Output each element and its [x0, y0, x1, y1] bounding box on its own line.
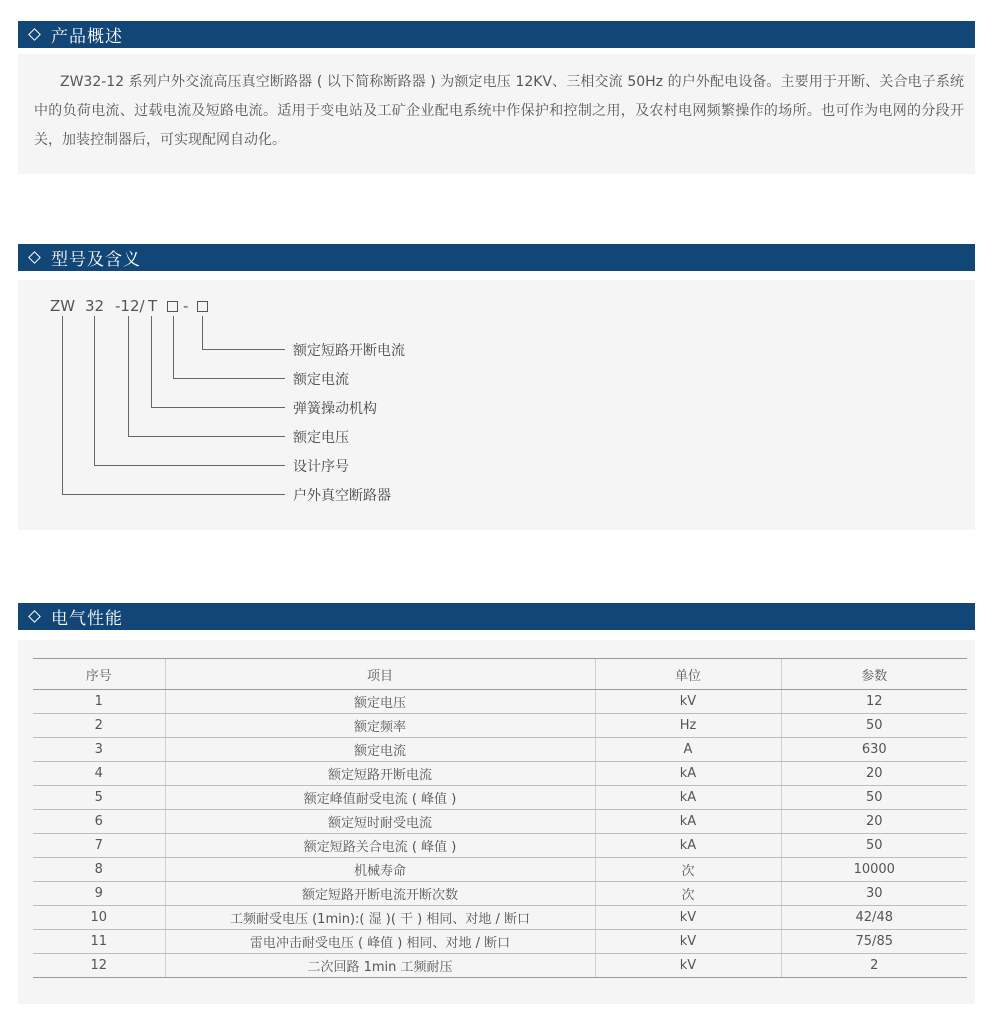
cell-value: 20	[781, 762, 967, 786]
cell-index: 6	[33, 810, 165, 834]
cell-unit: kV	[595, 954, 781, 978]
bracket-line	[128, 436, 285, 437]
model-code-box-current	[167, 301, 178, 312]
model-code-zw: ZW	[50, 297, 76, 315]
bracket-line	[173, 378, 285, 379]
cell-value: 630	[781, 738, 967, 762]
cell-value: 50	[781, 714, 967, 738]
overview-panel	[18, 54, 975, 174]
bracket-line	[62, 316, 63, 495]
performance-section-header	[18, 603, 975, 630]
cell-unit: kV	[595, 906, 781, 930]
bracket-line	[128, 316, 129, 437]
diamond-icon	[28, 610, 41, 623]
table-header-row	[33, 659, 967, 690]
table-row	[33, 906, 967, 930]
bracket-line	[94, 316, 95, 466]
meaning-design-serial: 设计序号	[293, 459, 349, 475]
table-row	[33, 954, 967, 978]
overview-heading: 产品概述	[51, 27, 123, 47]
meaning-rated-current: 额定电流	[293, 372, 349, 388]
cell-index: 11	[33, 930, 165, 954]
bracket-line	[62, 494, 285, 495]
table-row	[33, 762, 967, 786]
cell-item: 额定短路开断电流	[165, 762, 595, 786]
cell-unit: kA	[595, 810, 781, 834]
bracket-line	[151, 316, 152, 408]
cell-unit: kA	[595, 786, 781, 810]
diamond-icon	[28, 28, 41, 41]
column-header: 参数	[781, 659, 967, 690]
table-row	[33, 882, 967, 906]
cell-index: 3	[33, 738, 165, 762]
cell-item: 额定短路关合电流 ( 峰值 )	[165, 834, 595, 858]
model-heading: 型号及含义	[51, 250, 141, 270]
cell-unit: kA	[595, 762, 781, 786]
cell-item: 雷电冲击耐受电压 ( 峰值 ) 相同、对地 / 断口	[165, 930, 595, 954]
cell-unit: Hz	[595, 714, 781, 738]
table-row	[33, 690, 967, 714]
table-row	[33, 810, 967, 834]
cell-item: 额定电流	[165, 738, 595, 762]
meaning-rated-voltage: 额定电压	[293, 430, 349, 446]
cell-value: 50	[781, 834, 967, 858]
model-code-box-breaking	[197, 301, 208, 312]
cell-unit: kV	[595, 690, 781, 714]
model-section-header	[18, 244, 975, 271]
cell-unit: A	[595, 738, 781, 762]
bracket-line	[151, 407, 285, 408]
cell-value: 20	[781, 810, 967, 834]
cell-item: 工频耐受电压 (1min):( 湿 )( 干 ) 相同、对地 / 断口	[165, 906, 595, 930]
table-row	[33, 786, 967, 810]
diamond-icon	[28, 251, 41, 264]
table-row	[33, 714, 967, 738]
cell-value: 75/85	[781, 930, 967, 954]
cell-item: 额定短时耐受电流	[165, 810, 595, 834]
performance-heading: 电气性能	[51, 609, 123, 629]
cell-value: 42/48	[781, 906, 967, 930]
cell-index: 2	[33, 714, 165, 738]
model-code-voltage: -12/	[115, 297, 145, 315]
cell-value: 50	[781, 786, 967, 810]
cell-unit: kV	[595, 930, 781, 954]
model-panel	[18, 280, 975, 530]
cell-unit: 次	[595, 882, 781, 906]
model-code-dash: -	[183, 297, 189, 315]
performance-table	[33, 658, 967, 978]
model-code-mechanism: T	[148, 297, 158, 315]
cell-item: 机械寿命	[165, 858, 595, 882]
cell-item: 额定电压	[165, 690, 595, 714]
cell-index: 8	[33, 858, 165, 882]
cell-item: 额定短路开断电流开断次数	[165, 882, 595, 906]
overview-section-header	[18, 21, 975, 48]
cell-index: 5	[33, 786, 165, 810]
bracket-line	[202, 316, 203, 350]
cell-value: 30	[781, 882, 967, 906]
cell-index: 10	[33, 906, 165, 930]
cell-item: 额定频率	[165, 714, 595, 738]
cell-item: 额定峰值耐受电流 ( 峰值 )	[165, 786, 595, 810]
cell-value: 2	[781, 954, 967, 978]
cell-index: 7	[33, 834, 165, 858]
column-header: 项目	[165, 659, 595, 690]
meaning-spring-mechanism: 弹簧操动机构	[293, 401, 377, 417]
table-row	[33, 930, 967, 954]
cell-index: 4	[33, 762, 165, 786]
cell-index: 9	[33, 882, 165, 906]
meaning-outdoor-vacuum-breaker: 户外真空断路器	[293, 488, 391, 504]
table-row	[33, 738, 967, 762]
model-code-series: 32	[85, 297, 105, 315]
column-header: 单位	[595, 659, 781, 690]
cell-value: 10000	[781, 858, 967, 882]
bracket-line	[94, 465, 285, 466]
column-header: 序号	[33, 659, 165, 690]
table-row	[33, 858, 967, 882]
meaning-breaking-current: 额定短路开断电流	[293, 343, 405, 359]
overview-paragraph: ZW32-12 系列户外交流高压真空断路器 ( 以下简称断路器 ) 为额定电压 12KV、三相交流 50Hz 的户外配电设备。主要用于开断、关合电子系统中的负荷电流、过载电流及短路电流。适用于变电站及工矿企业配电系统中作保护和控制之用，及农村电网频繁操作的场所。也可作为电网的分段开关，加装控制器后，可实现配网自动化。	[34, 74, 964, 148]
bracket-line	[202, 349, 285, 350]
cell-unit: kA	[595, 834, 781, 858]
table-row	[33, 834, 967, 858]
bracket-line	[173, 316, 174, 379]
cell-item: 二次回路 1min 工频耐压	[165, 954, 595, 978]
cell-index: 12	[33, 954, 165, 978]
cell-value: 12	[781, 690, 967, 714]
cell-unit: 次	[595, 858, 781, 882]
cell-index: 1	[33, 690, 165, 714]
